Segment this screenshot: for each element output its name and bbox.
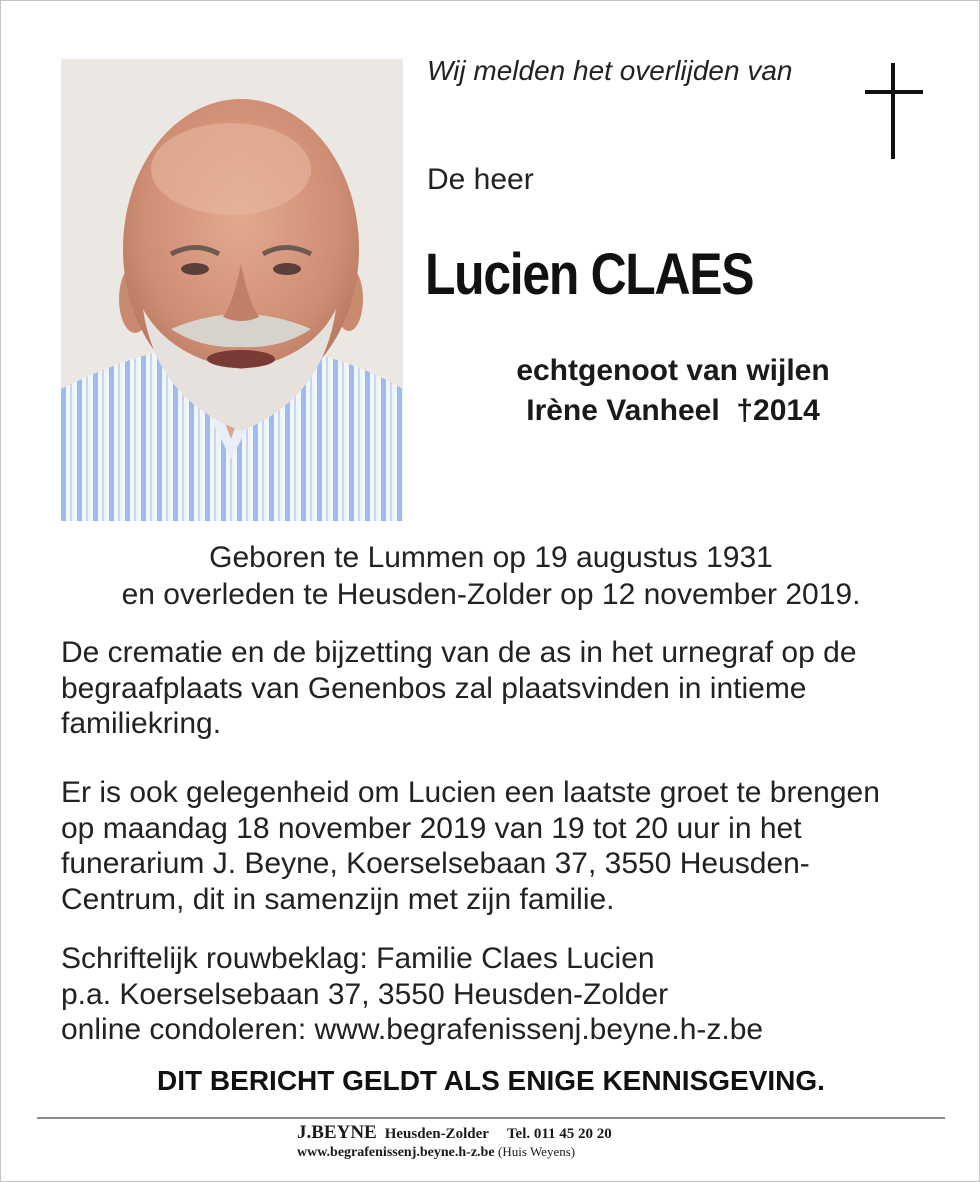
spouse-line: echtgenoot van wijlen	[516, 354, 830, 387]
announcement-intro: Wij melden het overlijden van	[427, 55, 793, 86]
footer-line-1	[297, 1123, 612, 1144]
death-line: en overleden te Heusden-Zolder op 12 november 2019.	[121, 578, 861, 611]
footer-phone: Tel. 011 45 20 20	[506, 1126, 612, 1142]
visitation-paragraph	[61, 775, 931, 917]
paragraph-line: familiekring.	[61, 707, 222, 740]
honorific-title: De heer	[427, 163, 534, 196]
footer-website[interactable]: www.begrafenissenj.beyne.h-z.be	[297, 1145, 495, 1160]
paragraph-line: funerarium J. Beyne, Koerselsebaan 37, 3550 Heusden-	[61, 847, 810, 880]
spouse-line: Irène Vanheel †2014	[526, 394, 820, 427]
deceased-name: Lucien CLAES	[425, 242, 754, 307]
footer-location: Heusden-Zolder	[384, 1126, 489, 1142]
paragraph-line: op maandag 18 november 2019 van 19 tot 20 uur in het	[61, 811, 802, 845]
cross-icon	[865, 63, 923, 159]
condolence-link[interactable]: online condoleren: www.begrafenissenj.beyne.h-z.be	[61, 1013, 764, 1046]
funeral-home-logo: J.BEYNE	[297, 1122, 377, 1143]
sole-notice: DIT BERICHT GELDT ALS ENIGE KENNISGEVING.	[157, 1065, 825, 1096]
paragraph-line: Schriftelijk rouwbeklag: Familie Claes Lucien	[61, 942, 655, 975]
spouse-info	[433, 351, 913, 431]
cremation-paragraph	[61, 635, 931, 742]
paragraph-line: Er is ook gelegenheid om Lucien een laatste groet te brengen	[61, 776, 880, 809]
footer-line-2	[297, 1144, 612, 1160]
funeral-home-footer	[297, 1123, 612, 1160]
paragraph-line: begraafplaats van Genenbos zal plaatsvinden in intieme	[61, 671, 807, 705]
paragraph-line: De crematie en de bijzetting van de as in het urnegraf op de	[61, 636, 857, 669]
birth-line: Geboren te Lummen op 19 augustus 1931	[209, 541, 773, 574]
footer-note: (Huis Weyens)	[498, 1144, 576, 1159]
condolence-paragraph	[61, 941, 931, 1048]
birth-death-info	[1, 539, 980, 613]
portrait-photo	[61, 59, 403, 521]
paragraph-line: Centrum, dit in samenzijn met zijn familie.	[61, 882, 615, 916]
footer-divider	[37, 1117, 945, 1119]
paragraph-line: p.a. Koerselsebaan 37, 3550 Heusden-Zolder	[61, 977, 669, 1011]
